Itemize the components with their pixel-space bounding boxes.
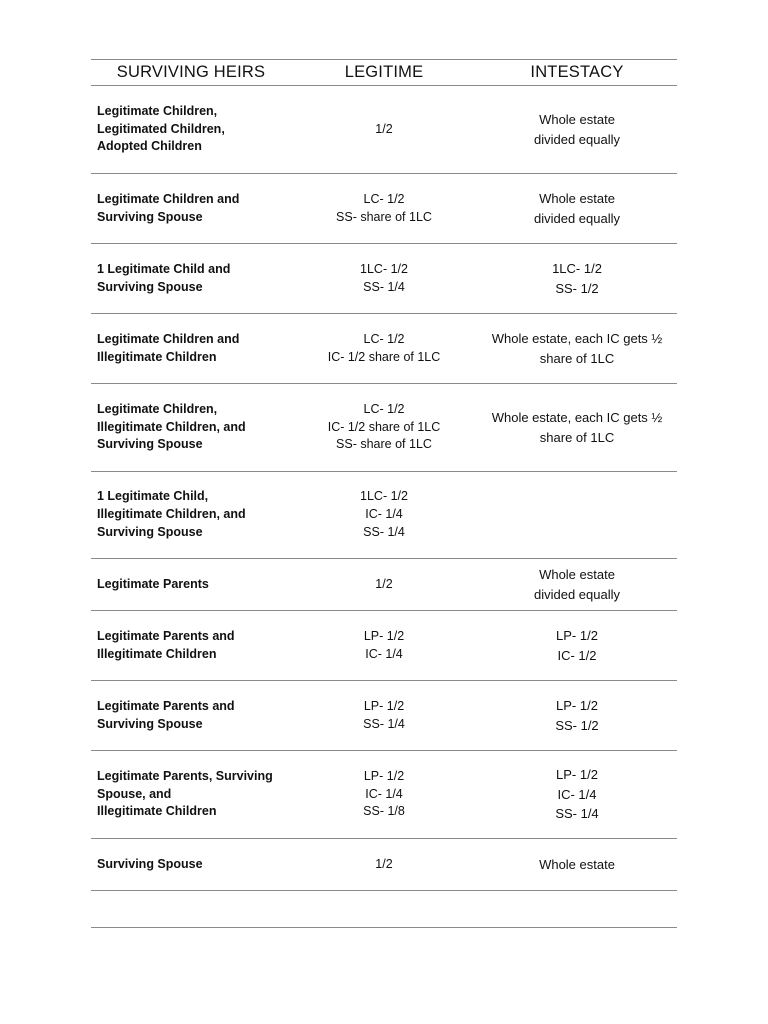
header-surviving-heirs: SURVIVING HEIRS bbox=[116, 63, 266, 81]
heirs-cell bbox=[91, 488, 291, 541]
heirs-cell bbox=[91, 103, 291, 156]
legitime-cell-line: LP- 1/2 bbox=[363, 628, 405, 643]
header-intestacy: INTESTACY bbox=[530, 63, 624, 81]
legitime-cell bbox=[291, 121, 477, 139]
table-row bbox=[91, 611, 677, 681]
heirs-cell-line: Illegitimate Children bbox=[97, 349, 217, 364]
intestacy-cell-line: Whole estate bbox=[539, 856, 615, 872]
legitime-cell bbox=[291, 698, 477, 734]
heirs-cell-line: Adopted Children bbox=[97, 139, 202, 154]
table-row bbox=[91, 751, 677, 839]
table-row bbox=[91, 559, 677, 611]
table-row bbox=[91, 681, 677, 751]
heirs-cell-line: Legitimate Parents, Surviving bbox=[97, 768, 273, 783]
intestacy-cell bbox=[477, 110, 677, 149]
table-row bbox=[91, 384, 677, 472]
intestacy-cell bbox=[477, 626, 677, 665]
legitime-cell bbox=[291, 768, 477, 821]
legitime-cell-line: SS- 1/8 bbox=[363, 804, 405, 819]
heirs-cell-line: Legitimated Children, bbox=[97, 121, 225, 136]
legitime-cell-line: LC- 1/2 bbox=[363, 331, 405, 346]
intestacy-cell bbox=[477, 329, 677, 368]
legitime-cell-line: IC- 1/4 bbox=[365, 786, 403, 801]
intestacy-cell-line: divided equally bbox=[533, 131, 620, 147]
table-body bbox=[91, 86, 677, 891]
heirs-cell-line: Legitimate Children and bbox=[97, 191, 240, 206]
legitime-cell bbox=[291, 331, 477, 367]
intestacy-cell-line: divided equally bbox=[533, 210, 620, 226]
legitime-cell-line: LC- 1/2 bbox=[363, 191, 405, 206]
heirs-cell-line: Legitimate Parents and bbox=[97, 698, 235, 713]
heirs-cell-line: Legitimate Parents and bbox=[97, 628, 235, 643]
intestacy-cell-line: SS- 1/2 bbox=[555, 280, 599, 296]
legitime-cell-line: IC- 1/4 bbox=[365, 646, 403, 661]
legitime-cell-line: IC- 1/2 share of 1LC bbox=[327, 419, 441, 434]
legitime-cell bbox=[291, 628, 477, 664]
heirs-cell-line: Illegitimate Children bbox=[97, 804, 217, 819]
heirs-cell-line: Illegitimate Children, and bbox=[97, 507, 246, 522]
heirs-cell-line: Legitimate Children, bbox=[97, 401, 218, 416]
heirs-cell bbox=[91, 698, 291, 734]
intestacy-cell-line: divided equally bbox=[533, 586, 620, 602]
heirs-cell bbox=[91, 768, 291, 821]
intestacy-cell bbox=[477, 408, 677, 447]
intestacy-cell bbox=[477, 565, 677, 604]
intestacy-cell bbox=[477, 696, 677, 735]
intestacy-cell-line: Whole estate, each IC gets ½ bbox=[491, 410, 663, 425]
intestacy-cell-line: Whole estate bbox=[539, 567, 615, 582]
empty-table-row bbox=[91, 891, 677, 928]
intestacy-cell-line: share of 1LC bbox=[539, 429, 615, 445]
intestacy-cell-line: SS- 1/4 bbox=[555, 806, 599, 822]
intestacy-cell-line: Whole estate, each IC gets ½ bbox=[491, 331, 663, 346]
legitime-cell bbox=[291, 191, 477, 227]
intestacy-cell bbox=[477, 765, 677, 824]
legitime-cell-line: LC- 1/2 bbox=[363, 401, 405, 416]
intestacy-cell-line: LP- 1/2 bbox=[556, 628, 598, 643]
heirs-cell-line: Surviving Spouse bbox=[97, 524, 203, 539]
heirs-cell-line: Surviving Spouse bbox=[97, 716, 203, 731]
legitime-cell-line: SS- 1/4 bbox=[363, 279, 405, 294]
intestacy-cell-line: LP- 1/2 bbox=[556, 767, 598, 783]
heirs-cell-line: Legitimate Parents bbox=[97, 576, 209, 591]
intestacy-cell-line: IC- 1/2 bbox=[557, 647, 597, 663]
intestacy-cell-line: Whole estate bbox=[539, 191, 615, 206]
legitime-cell-line: 1/2 bbox=[375, 856, 393, 871]
legitime-cell-line: LP- 1/2 bbox=[363, 698, 405, 713]
heirs-cell-line: Surviving Spouse bbox=[97, 209, 203, 224]
heirs-cell bbox=[91, 401, 291, 454]
heirs-cell-line: 1 Legitimate Child, bbox=[97, 489, 209, 504]
legitime-cell-line: LP- 1/2 bbox=[363, 768, 405, 783]
table-row bbox=[91, 839, 677, 891]
legitime-cell-line: 1/2 bbox=[375, 576, 393, 591]
legitime-cell-line: SS- share of 1LC bbox=[336, 437, 432, 452]
heirs-cell-line: 1 Legitimate Child and bbox=[97, 261, 231, 276]
table-row bbox=[91, 472, 677, 559]
table-row bbox=[91, 314, 677, 384]
header-legitime: LEGITIME bbox=[344, 63, 424, 81]
legitime-cell bbox=[291, 261, 477, 297]
heirs-cell bbox=[91, 191, 291, 227]
heirs-cell bbox=[91, 331, 291, 367]
intestacy-cell-line: Whole estate bbox=[539, 112, 615, 127]
intestacy-cell-line: 1LC- 1/2 bbox=[552, 261, 602, 276]
legitime-cell-line: SS- 1/4 bbox=[363, 524, 405, 539]
intestacy-cell-line: IC- 1/4 bbox=[557, 786, 597, 802]
legitime-cell bbox=[291, 488, 477, 541]
legitime-cell bbox=[291, 401, 477, 454]
heirs-cell bbox=[91, 856, 291, 874]
heirs-cell-line: Surviving Spouse bbox=[97, 437, 203, 452]
heirs-cell-line: Illegitimate Children, and bbox=[97, 419, 246, 434]
heirs-cell bbox=[91, 628, 291, 664]
heirs-cell bbox=[91, 576, 291, 594]
intestacy-cell bbox=[477, 259, 677, 298]
legitime-cell-line: IC- 1/4 bbox=[365, 507, 403, 522]
legitime-cell-line: SS- 1/4 bbox=[363, 716, 405, 731]
heirs-cell bbox=[91, 261, 291, 297]
intestacy-cell-line: LP- 1/2 bbox=[556, 698, 598, 713]
legitime-cell-line: 1/2 bbox=[375, 121, 393, 136]
legitime-cell-line: SS- share of 1LC bbox=[336, 209, 432, 224]
table-row bbox=[91, 174, 677, 244]
legitime-cell-line: 1LC- 1/2 bbox=[360, 261, 408, 276]
intestacy-cell-line: share of 1LC bbox=[539, 350, 615, 366]
intestacy-cell bbox=[477, 189, 677, 228]
heirs-table bbox=[91, 59, 677, 928]
legitime-cell-line: IC- 1/2 share of 1LC bbox=[327, 349, 441, 364]
table-row bbox=[91, 86, 677, 174]
intestacy-cell-line: SS- 1/2 bbox=[555, 717, 599, 733]
heirs-cell-line: Spouse, and bbox=[97, 786, 172, 801]
intestacy-cell bbox=[477, 855, 677, 875]
heirs-cell-line: Surviving Spouse bbox=[97, 279, 203, 294]
heirs-cell-line: Legitimate Children and bbox=[97, 331, 240, 346]
table-row bbox=[91, 244, 677, 314]
legitime-cell bbox=[291, 856, 477, 874]
legitime-cell-line: 1LC- 1/2 bbox=[360, 489, 408, 504]
heirs-cell-line: Illegitimate Children bbox=[97, 646, 217, 661]
heirs-cell-line: Surviving Spouse bbox=[97, 856, 203, 871]
legitime-cell bbox=[291, 576, 477, 594]
table-header bbox=[91, 59, 677, 86]
heirs-cell-line: Legitimate Children, bbox=[97, 103, 218, 118]
